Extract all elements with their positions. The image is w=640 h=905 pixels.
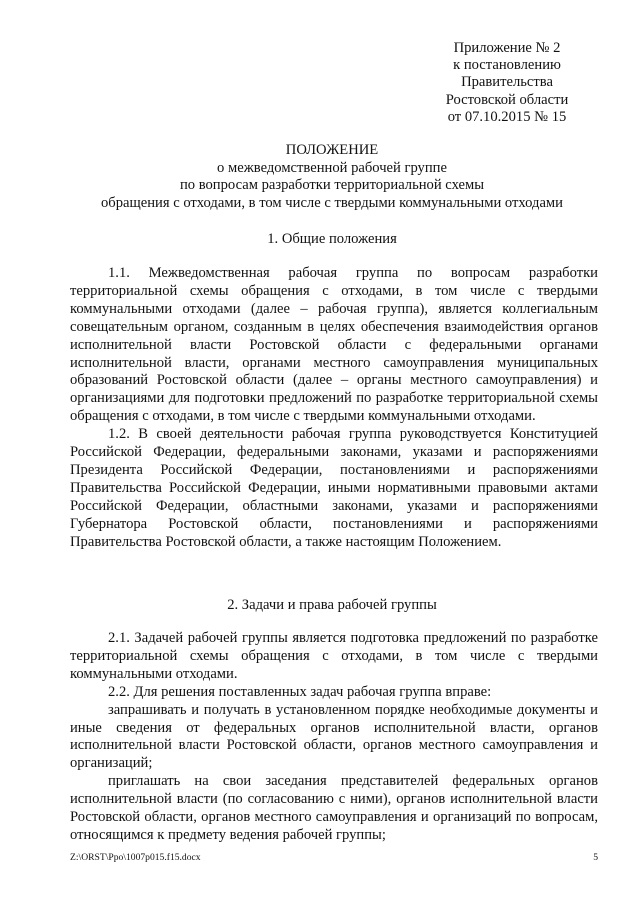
appendix-line: от 07.10.2015 № 15 [447, 108, 567, 125]
paragraph: запрашивать и получать в установленном порядке необходимые документы и иные сведения от федеральных органов исполнительной власти, органов исполнительной власти Ростовской области, органов местного самоуправления и организаций; [70, 701, 598, 772]
paragraph: 1.1. Межведомственная рабочая группа по вопросам разработки территориальной схемы обращения с отходами, в том числе с твердыми коммунальными отходами (далее – рабочая группа), является коллегиальным совещательным органом, созданным в целях обеспечения взаимодействия органов исполнительной власти Ростовской области с федеральными органами исполнительной власти, органами местного самоуправления муниципальных образований Ростовской области (далее – органы местного самоуправления) и организациями для подготовки предложений по разработке территориальной схемы обращения с отходами, в том числе с твердыми коммунальными отходами. [70, 265, 598, 425]
paragraph: 2.1. Задачей рабочей группы является подготовка предложений по разработке территориальной схемы обращения с отходами, в том числе с твердыми коммунальными отходами. [70, 630, 598, 682]
appendix-line: Приложение № 2 [453, 40, 561, 56]
section-body [70, 630, 598, 845]
title-line: ПОЛОЖЕНИЕ [285, 142, 379, 158]
section-heading: 2. Задачи и права рабочей группы [227, 597, 437, 613]
appendix-line: к постановлению [453, 57, 561, 74]
paragraph: 2.2. Для решения поставленных задач рабочая группа вправе: [108, 683, 492, 700]
subtitle-line: обращения с отходами, в том числе с твердыми коммунальными отходами [101, 194, 563, 211]
appendix-line: Ростовской области [445, 91, 569, 108]
appendix-line: Правительства [461, 74, 553, 91]
subtitle-line: о межведомственной рабочей группе [217, 159, 447, 176]
section-heading: 1. Общие положения [267, 231, 397, 247]
file-path: Z:\ORST\Ppo\1007p015.f15.docx [70, 852, 201, 863]
paragraph: приглашать на свои заседания представителей федеральных органов исполнительной власти (по согласованию с ними), органов исполнительной власти Ростовской области, органов местного самоуправления и организаций по вопросам, относящимся к предмету ведения рабочей группы; [70, 773, 598, 843]
document-title [66, 142, 598, 212]
section-body [70, 265, 598, 552]
subtitle-line: по вопросам разработки территориальной схемы [179, 177, 485, 194]
page-number: 5 [593, 852, 598, 863]
appendix-block [432, 40, 582, 126]
paragraph: 1.2. В своей деятельности рабочая группа руководствуется Конституцией Российской Федерации, федеральными законами, указами и распоряжениями Президента Российской Федерации, постановлениями и распоряжениями Правительства Российской Федерации, иными нормативными правовыми актами Российской Федерации, областными законами, указами и распоряжениями Губернатора Ростовской области, постановлениями и распоряжениями Правительства Ростовской области, а также настоящим Положением. [70, 426, 598, 550]
